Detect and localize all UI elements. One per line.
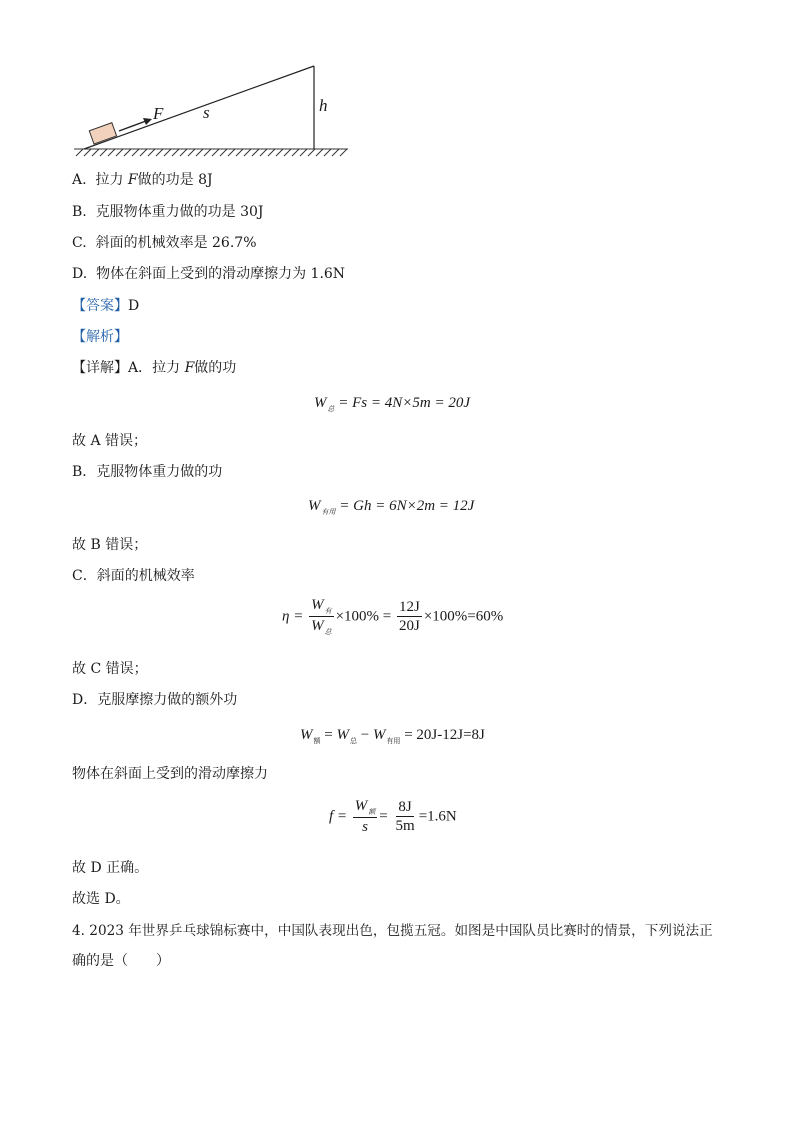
force-arrow xyxy=(119,118,152,131)
detail-c-result: 故 C 错误； xyxy=(72,661,148,677)
detail-a-intro: 【详解】A．拉力 F做的功 xyxy=(72,360,237,376)
slope-label: s xyxy=(203,103,210,122)
detail-b-intro: B．克服物体重力做的功 xyxy=(72,464,223,480)
detail-d-result: 故 D 正确。 xyxy=(72,860,149,876)
equation-extra-work: $W_额 = W_总 - W_{有用} = 20J-12J=8J$ xyxy=(300,727,485,745)
answer-label: 【答案】 xyxy=(72,298,128,314)
inclined-plane-figure xyxy=(70,60,360,160)
option-a: A. 拉力 F做的功是 8J xyxy=(72,172,213,188)
detail-b-result: 故 B 错误； xyxy=(72,537,148,553)
block xyxy=(89,123,116,144)
equation-friction: f = $\frac{W_额}{s}$ = $\frac{8J}{5m}$ =1.6N xyxy=(329,798,457,835)
ground-hatching xyxy=(74,149,348,156)
efficiency-fraction-symbolic: $\frac{W_有}{W_总}$ xyxy=(311,597,332,636)
detail-d-text: 物体在斜面上受到的滑动摩擦力 xyxy=(72,766,268,782)
option-c: C. 斜面的机械效率是 26.7% xyxy=(72,235,257,251)
question-4-line2: 确的是（ ） xyxy=(72,953,170,969)
friction-fraction-symbolic: $\frac{W_额}{s}$ xyxy=(354,798,376,835)
force-label: F xyxy=(153,104,164,123)
detail-d-intro: D．克服摩擦力做的额外功 xyxy=(72,692,238,708)
efficiency-fraction-numeric: $\frac{12J}{20J}$ xyxy=(399,599,420,634)
equation-efficiency: η = $\frac{W_有}{W_总}$ ×100% = $\frac{12J}{20J}$ ×100%=60% xyxy=(282,597,504,636)
height-label: h xyxy=(319,96,328,115)
friction-fraction-numeric: $\frac{8J}{5m}$ xyxy=(395,799,415,834)
slope-line xyxy=(84,66,314,149)
detail-c-intro: C．斜面的机械效率 xyxy=(72,568,195,584)
analysis-label: 【解析】 xyxy=(72,329,128,345)
final-answer: 故选 D。 xyxy=(72,891,130,907)
equation-work-useful: $W_{有用} = Gh = 6N\times 2m = 12J$ xyxy=(308,498,475,516)
question-4-line1: 4. 2023 年世界乒乓球锦标赛中，中国队表现出色，包揽五冠。如图是中国队员比赛时的情景，下列说法正 xyxy=(72,923,713,939)
detail-a-result: 故 A 错误； xyxy=(72,433,148,449)
equation-work-total: $W_总 = Fs = 4N\times 5m = 20J$ xyxy=(314,395,470,413)
answer-line xyxy=(72,297,139,315)
option-b: B. 克服物体重力做的功是 30J xyxy=(72,204,264,220)
option-d: D. 物体在斜面上受到的滑动摩擦力为 1.6N xyxy=(72,266,346,282)
answer-value: D xyxy=(128,298,140,314)
